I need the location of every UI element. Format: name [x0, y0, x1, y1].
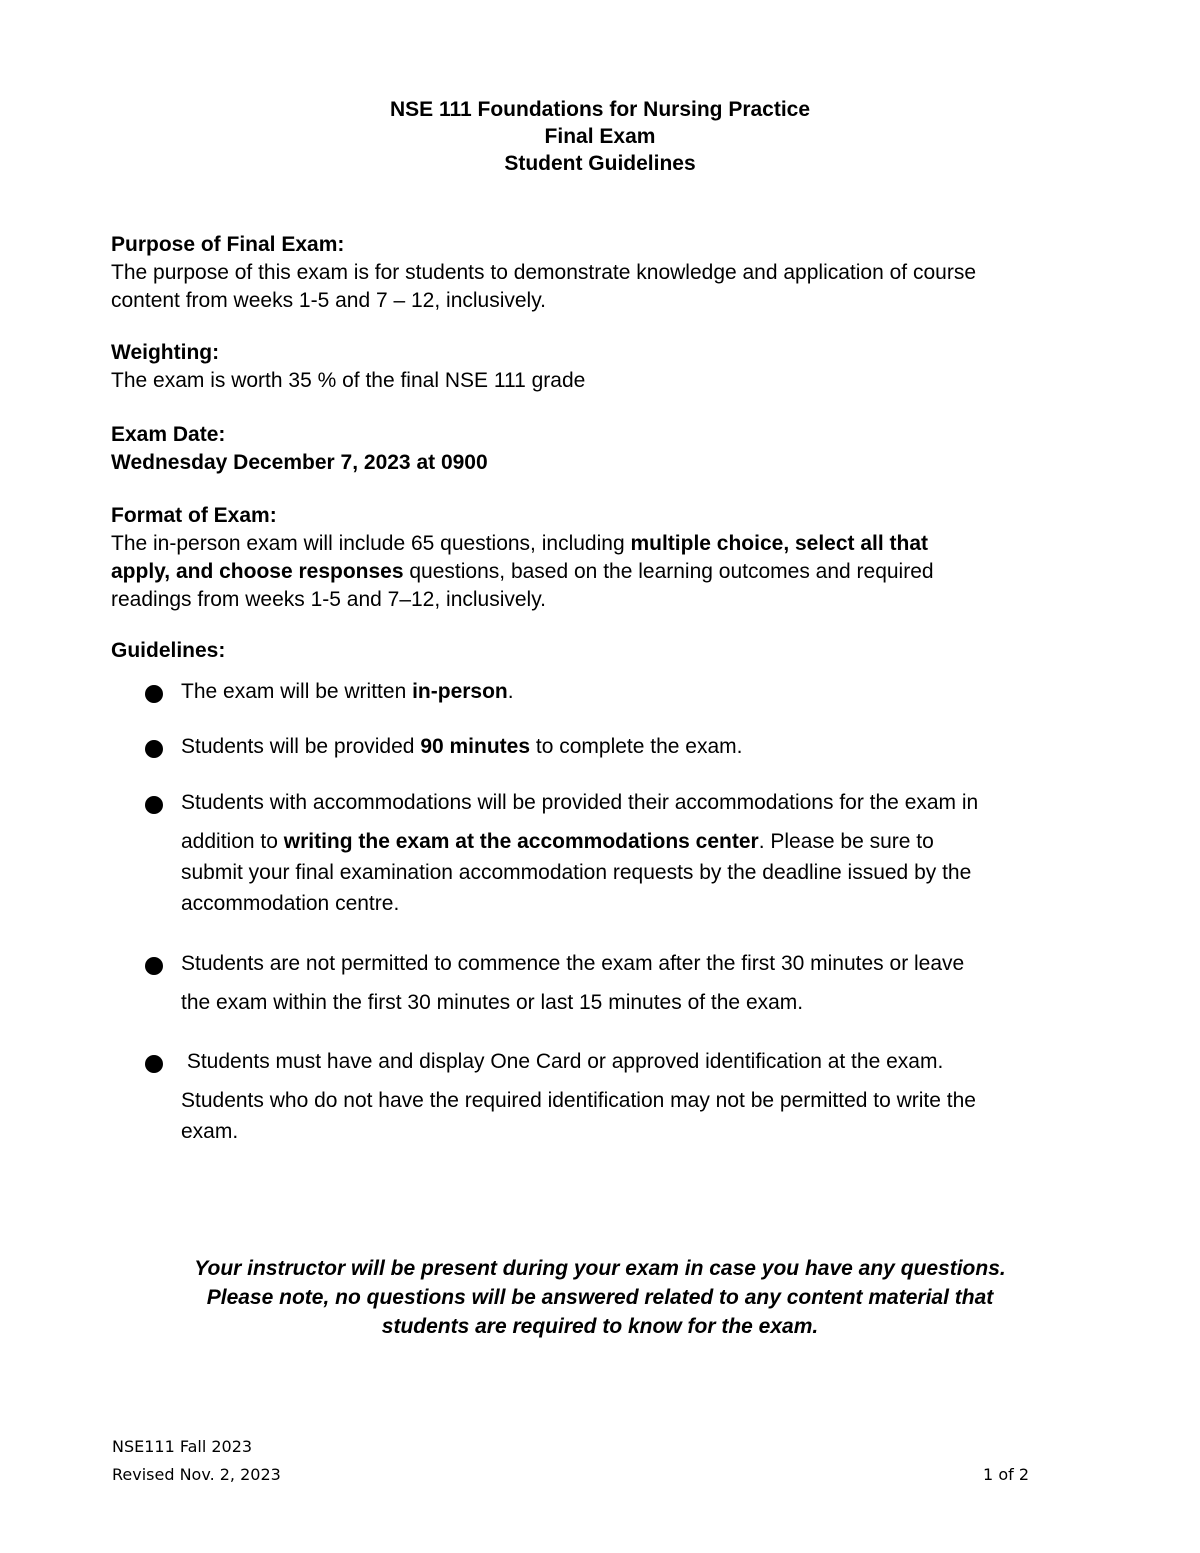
- bullet-text: the exam within the first 30 minutes or last 15 minutes of the exam.: [181, 991, 804, 1014]
- bullet-text: Students with accommodations will be provided their accommodations for the exam in: [181, 791, 979, 814]
- bullet-emphasis: in-person: [412, 680, 508, 703]
- bullet-icon: [145, 740, 163, 758]
- format-heading: Format of Exam:: [111, 504, 277, 527]
- note-line-3: students are required to know for the exam.: [381, 1315, 819, 1338]
- purpose-section: [111, 231, 1091, 315]
- bullet-icon: [145, 957, 163, 975]
- weighting-section: [111, 339, 1091, 395]
- page-number: 1 of 2: [983, 1465, 1029, 1484]
- page-footer: [112, 1433, 281, 1489]
- bullet-emphasis: 90 minutes: [420, 735, 531, 758]
- exam-date-heading: Exam Date:: [111, 423, 226, 446]
- bullet-text: Students are not permitted to commence the exam after the first 30 minutes or leave: [181, 952, 965, 975]
- bullet-text: The exam will be written: [181, 680, 413, 703]
- format-emphasis: multiple choice, select all that: [630, 532, 929, 555]
- bullet-icon: [145, 1055, 163, 1073]
- exam-date-section: [111, 421, 1091, 477]
- format-text-line-3: readings from weeks 1-5 and 7–12, inclusively.: [111, 588, 547, 611]
- note-line-1: Your instructor will be present during your exam in case you have any questions.: [194, 1257, 1006, 1280]
- guidelines-heading: Guidelines:: [111, 639, 226, 662]
- format-text-line-1: [111, 530, 1091, 558]
- guidelines-section: [111, 637, 1091, 665]
- instructor-note: [0, 1254, 1200, 1341]
- guidelines-title: Student Guidelines: [504, 152, 696, 175]
- bullet-text: submit your final examination accommodation requests by the deadline issued by the: [181, 861, 972, 884]
- exam-title: Final Exam: [544, 125, 656, 148]
- footer-revised: Revised Nov. 2, 2023: [112, 1465, 281, 1484]
- bullet-text: Students who do not have the required identification may not be permitted to write the: [181, 1089, 976, 1112]
- bullet-text: Students must have and display One Card or approved identification at the exam.: [181, 1050, 944, 1073]
- format-text: questions, based on the learning outcomes and required: [403, 560, 934, 583]
- weighting-heading: Weighting:: [111, 341, 220, 364]
- purpose-heading: Purpose of Final Exam:: [111, 233, 345, 256]
- bullet-icon: [145, 796, 163, 814]
- format-emphasis: apply, and choose responses: [111, 560, 404, 583]
- bullet-text: Students will be provided: [181, 735, 421, 758]
- bullet-text: .: [507, 680, 514, 703]
- bullet-text: exam.: [181, 1120, 239, 1143]
- bullet-icon: [145, 685, 163, 703]
- bullet-text: to complete the exam.: [530, 735, 743, 758]
- format-section: [111, 502, 1091, 614]
- bullet-text: addition to: [181, 830, 284, 853]
- document-title: [0, 96, 1200, 177]
- purpose-text-line-1: The purpose of this exam is for students to demonstrate knowledge and application of course: [111, 261, 976, 284]
- course-title: NSE 111 Foundations for Nursing Practice: [389, 98, 811, 121]
- weighting-text: The exam is worth 35 % of the final NSE 111 grade: [111, 369, 586, 392]
- bullet-emphasis: writing the exam at the accommodations center: [283, 830, 759, 853]
- format-text-line-2: [111, 558, 1091, 586]
- format-text: The in-person exam will include 65 questions, including: [111, 532, 631, 555]
- purpose-text-line-2: content from weeks 1-5 and 7 – 12, inclusively.: [111, 289, 547, 312]
- bullet-text: . Please be sure to: [758, 830, 934, 853]
- exam-date-value: Wednesday December 7, 2023 at 0900: [111, 451, 488, 474]
- bullet-text: accommodation centre.: [181, 892, 400, 915]
- footer-course: NSE111 Fall 2023: [112, 1437, 253, 1456]
- note-line-2: Please note, no questions will be answered related to any content material that: [206, 1286, 994, 1309]
